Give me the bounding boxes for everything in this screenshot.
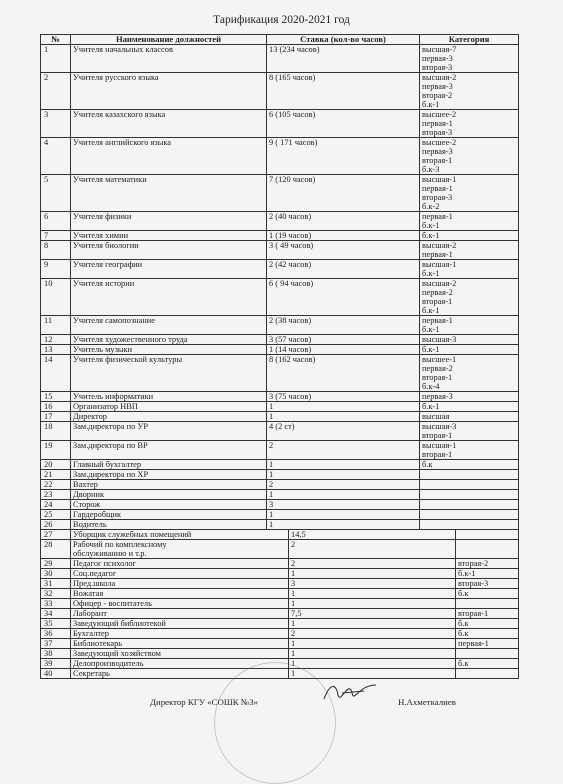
table-row xyxy=(41,345,519,355)
table-row xyxy=(41,355,519,392)
category-cell xyxy=(420,520,519,530)
category-cell xyxy=(420,73,519,110)
rate-cell: 1 xyxy=(267,490,420,500)
position-cell xyxy=(71,579,289,589)
position-cell: Учителя начальных классов xyxy=(71,45,267,73)
position-cell xyxy=(71,649,289,659)
rate-cell: 7,5 xyxy=(289,609,456,619)
rate-cell: 6 (105 часов) xyxy=(267,110,420,138)
rate-cell: 14,5 xyxy=(289,530,456,540)
category-line: высшая-3 xyxy=(422,422,457,431)
rate-cell: 3 (75 часов) xyxy=(267,392,420,402)
category-line: высшая-2 xyxy=(422,73,457,82)
director-name: Н.Ахметкалиев xyxy=(398,697,456,707)
rate-cell: 2 (40 часов) xyxy=(267,212,420,231)
category-line: высшая-1 xyxy=(422,175,457,184)
category-line xyxy=(422,490,516,499)
row-number: 23 xyxy=(41,490,71,500)
position-line: Заведующий библиотекой xyxy=(73,619,166,628)
position-cell: Учителя английского языка xyxy=(71,138,267,175)
category-line: б.к-1 xyxy=(422,231,440,240)
category-line: первая-2 xyxy=(422,364,453,373)
row-number: 35 xyxy=(41,619,71,629)
rate-cell: 1 xyxy=(267,402,420,412)
rate-cell: 2 xyxy=(267,441,420,460)
category-cell: первая-1 xyxy=(456,639,519,649)
position-cell xyxy=(71,629,289,639)
table-row xyxy=(41,441,519,460)
category-line: первая-3 xyxy=(422,392,453,401)
rate-cell: 2 xyxy=(289,559,456,569)
category-cell xyxy=(420,175,519,212)
category-line: вторая-2 xyxy=(422,91,453,100)
category-line: первая-1 xyxy=(422,250,453,259)
header-num: № xyxy=(41,35,71,45)
position-cell: Учитель информатики xyxy=(71,392,267,402)
rate-cell: 1 xyxy=(289,659,456,669)
rate-cell: 1 xyxy=(267,412,420,422)
rate-cell: 1 (14 часов) xyxy=(267,345,420,355)
director-title: Директор КГУ «СОШК №3» xyxy=(150,697,259,707)
rate-cell: 8 (162 часов) xyxy=(267,355,420,392)
table-row xyxy=(41,490,519,500)
rate-cell: 3 xyxy=(267,500,420,510)
category-cell xyxy=(420,212,519,231)
signature-icon xyxy=(320,679,380,705)
row-number: 12 xyxy=(41,335,71,345)
position-line: Заведующий хозяйством xyxy=(73,649,161,658)
position-line: обслуживанию и т.р. xyxy=(73,549,147,558)
position-cell: Учитель музыки xyxy=(71,345,267,355)
position-cell: Сторож xyxy=(71,500,267,510)
position-cell xyxy=(71,619,289,629)
category-cell xyxy=(420,402,519,412)
category-line xyxy=(422,470,516,479)
position-line: Вожатая xyxy=(73,589,104,598)
category-line: б.к-4 xyxy=(422,382,440,391)
row-number: 2 xyxy=(41,73,71,110)
position-line: Делопроизводитель xyxy=(73,659,144,668)
table-row xyxy=(41,402,519,412)
tariff-table-continued xyxy=(40,529,519,679)
position-cell: Учителя биологии xyxy=(71,241,267,260)
category-cell: б.к xyxy=(456,589,519,599)
rate-cell: 2 xyxy=(267,480,420,490)
table-row xyxy=(41,460,519,470)
table-row xyxy=(41,629,519,639)
rate-cell: 2 (42 часов) xyxy=(267,260,420,279)
position-cell: Гардеробщик xyxy=(71,510,267,520)
category-line: первая-3 xyxy=(422,147,453,156)
row-number: 18 xyxy=(41,422,71,441)
category-cell: б.к xyxy=(456,629,519,639)
row-number: 40 xyxy=(41,669,71,679)
position-cell xyxy=(71,589,289,599)
position-cell: Зам.директора по ВР xyxy=(71,441,267,460)
rate-cell: 3 (57 часов) xyxy=(267,335,420,345)
row-number: 8 xyxy=(41,241,71,260)
category-cell xyxy=(420,45,519,73)
category-line: высшая-3 xyxy=(422,335,457,344)
table-row xyxy=(41,212,519,231)
document-title: Тарификация 2020-2021 год xyxy=(213,14,350,26)
category-line: вторая-3 xyxy=(422,193,453,202)
position-cell: Дворник xyxy=(71,490,267,500)
category-cell xyxy=(420,441,519,460)
table-row xyxy=(41,639,519,649)
position-cell xyxy=(71,559,289,569)
rate-cell: 1 xyxy=(289,599,456,609)
table-row xyxy=(41,619,519,629)
row-number: 34 xyxy=(41,609,71,619)
row-number: 24 xyxy=(41,500,71,510)
rate-cell: 1 xyxy=(267,460,420,470)
table-row xyxy=(41,110,519,138)
table-row xyxy=(41,569,519,579)
table-row xyxy=(41,45,519,73)
row-number: 16 xyxy=(41,402,71,412)
table-row xyxy=(41,335,519,345)
position-cell xyxy=(71,599,289,609)
table-row xyxy=(41,520,519,530)
row-number: 31 xyxy=(41,579,71,589)
category-cell: вторая-1 xyxy=(456,609,519,619)
row-number: 27 xyxy=(41,530,71,540)
category-line: вторая-1 xyxy=(422,156,453,165)
row-number: 22 xyxy=(41,480,71,490)
category-line: б.к-1 xyxy=(422,100,440,109)
row-number: 15 xyxy=(41,392,71,402)
category-cell: б.к xyxy=(456,619,519,629)
row-number: 20 xyxy=(41,460,71,470)
rate-cell: 1 xyxy=(289,669,456,679)
position-cell: Учителя русского языка xyxy=(71,73,267,110)
position-cell: Учителя химии xyxy=(71,231,267,241)
category-cell xyxy=(420,480,519,490)
table-row xyxy=(41,316,519,335)
category-line: б.к-1 xyxy=(422,269,440,278)
table-row xyxy=(41,510,519,520)
category-line: вторая-3 xyxy=(422,128,453,137)
position-cell: Главный бухгалтер xyxy=(71,460,267,470)
position-line: Соц.педагог xyxy=(73,569,117,578)
row-number: 3 xyxy=(41,110,71,138)
header-category: Категория xyxy=(420,35,519,45)
category-line: высшее-1 xyxy=(422,355,457,364)
position-cell xyxy=(71,569,289,579)
category-cell: б.к-1 xyxy=(456,569,519,579)
rate-cell: 1 xyxy=(267,520,420,530)
row-number: 10 xyxy=(41,279,71,316)
position-cell xyxy=(71,530,289,540)
rate-cell: 3 xyxy=(289,579,456,589)
position-line: Библиотекарь xyxy=(73,639,123,648)
category-cell xyxy=(420,355,519,392)
category-cell xyxy=(420,470,519,480)
category-cell xyxy=(420,316,519,335)
category-line: первая-3 xyxy=(422,82,453,91)
table-row xyxy=(41,649,519,659)
row-number: 21 xyxy=(41,470,71,480)
category-line: б.к-1 xyxy=(422,221,440,230)
category-line: первая-2 xyxy=(422,288,453,297)
rate-cell: 9 ( 171 часов) xyxy=(267,138,420,175)
row-number: 11 xyxy=(41,316,71,335)
row-number: 33 xyxy=(41,599,71,609)
position-cell: Зам.директора по ХР xyxy=(71,470,267,480)
category-line: высшая-1 xyxy=(422,441,457,450)
category-cell xyxy=(420,335,519,345)
rate-cell: 2 xyxy=(289,629,456,639)
category-cell xyxy=(420,110,519,138)
category-line: первая-1 xyxy=(422,316,453,325)
category-line: вторая-1 xyxy=(422,373,453,382)
category-cell xyxy=(420,460,519,470)
table-row xyxy=(41,138,519,175)
rate-cell: 3 ( 49 часов) xyxy=(267,241,420,260)
row-number: 13 xyxy=(41,345,71,355)
position-cell: Учителя казахского языка xyxy=(71,110,267,138)
category-cell xyxy=(420,510,519,520)
category-line: высшая-2 xyxy=(422,241,457,250)
table-row xyxy=(41,422,519,441)
table-row xyxy=(41,480,519,490)
category-line: б.к-1 xyxy=(422,306,440,315)
position-cell xyxy=(71,540,289,559)
row-number: 39 xyxy=(41,659,71,669)
table-row xyxy=(41,392,519,402)
category-cell xyxy=(420,500,519,510)
table-row xyxy=(41,589,519,599)
category-cell xyxy=(420,241,519,260)
rate-cell: 2 (38 часов) xyxy=(267,316,420,335)
rate-cell: 13 (234 часов) xyxy=(267,45,420,73)
category-cell xyxy=(456,540,519,559)
position-line: Секретарь xyxy=(73,669,110,678)
category-line xyxy=(422,510,516,519)
rate-cell: 1 xyxy=(289,589,456,599)
row-number: 29 xyxy=(41,559,71,569)
row-number: 25 xyxy=(41,510,71,520)
rate-cell: 1 xyxy=(267,470,420,480)
category-cell xyxy=(456,530,519,540)
row-number: 17 xyxy=(41,412,71,422)
category-line: б.к-3 xyxy=(422,165,440,174)
category-line: вторая-3 xyxy=(422,63,453,72)
rate-cell: 8 (165 часов) xyxy=(267,73,420,110)
row-number: 5 xyxy=(41,175,71,212)
category-line: б.к-1 xyxy=(422,402,440,411)
category-line: б.к-2 xyxy=(422,202,440,211)
category-line: высшая-7 xyxy=(422,45,457,54)
category-line: первая-1 xyxy=(422,119,453,128)
category-cell: вторая-3 xyxy=(456,579,519,589)
category-cell xyxy=(420,345,519,355)
rate-cell: 4 (2 ст) xyxy=(267,422,420,441)
row-number: 4 xyxy=(41,138,71,175)
category-cell xyxy=(456,649,519,659)
table-row xyxy=(41,231,519,241)
position-line: Рабочий по комплексному xyxy=(73,540,167,549)
category-line xyxy=(422,480,516,489)
row-number: 38 xyxy=(41,649,71,659)
table-row xyxy=(41,579,519,589)
position-cell: Водитель xyxy=(71,520,267,530)
position-cell: Учителя художественного труда xyxy=(71,335,267,345)
row-number: 9 xyxy=(41,260,71,279)
row-number: 32 xyxy=(41,589,71,599)
category-line: б.к-1 xyxy=(422,345,440,354)
rate-cell: 7 (120 часов) xyxy=(267,175,420,212)
position-cell: Директор xyxy=(71,412,267,422)
category-cell xyxy=(420,279,519,316)
category-line: первая-1 xyxy=(422,212,453,221)
category-cell xyxy=(420,231,519,241)
category-line: б.к-1 xyxy=(422,325,440,334)
position-line: Уборщик служебных помещений xyxy=(73,530,192,539)
position-line: Лаборант xyxy=(73,609,107,618)
table-row xyxy=(41,73,519,110)
position-line: Бухгалтер xyxy=(73,629,109,638)
position-cell: Учителя физики xyxy=(71,212,267,231)
table-row xyxy=(41,175,519,212)
category-line: б.к xyxy=(422,460,433,469)
position-cell: Учителя географии xyxy=(71,260,267,279)
category-cell xyxy=(420,490,519,500)
rate-cell: 1 (19 часов) xyxy=(267,231,420,241)
position-line: Офицер - воспитатель xyxy=(73,599,152,608)
category-cell xyxy=(456,669,519,679)
row-number: 19 xyxy=(41,441,71,460)
category-cell xyxy=(420,138,519,175)
rate-cell: 1 xyxy=(289,639,456,649)
category-cell xyxy=(420,412,519,422)
table-row xyxy=(41,609,519,619)
row-number: 14 xyxy=(41,355,71,392)
category-cell xyxy=(420,422,519,441)
category-cell xyxy=(420,260,519,279)
table-row xyxy=(41,559,519,569)
category-line xyxy=(422,520,516,529)
header-position: Наименование должностей xyxy=(71,35,267,45)
position-cell: Учителя физической культуры xyxy=(71,355,267,392)
table-row xyxy=(41,470,519,480)
category-line: высшее-2 xyxy=(422,110,457,119)
category-line: первая-3 xyxy=(422,54,453,63)
header-rate: Ставка (кол-во часов) xyxy=(267,35,420,45)
category-line: вторая-1 xyxy=(422,450,453,459)
row-number: 37 xyxy=(41,639,71,649)
category-line: высшая-2 xyxy=(422,279,457,288)
category-line xyxy=(422,500,516,509)
rate-cell: 1 xyxy=(289,649,456,659)
rate-cell: 2 xyxy=(289,540,456,559)
table-row xyxy=(41,412,519,422)
category-cell xyxy=(456,599,519,609)
category-cell: б.к xyxy=(456,659,519,669)
row-number: 28 xyxy=(41,540,71,559)
category-line: первая-1 xyxy=(422,184,453,193)
rate-cell: 6 ( 94 часов) xyxy=(267,279,420,316)
category-line: высшая xyxy=(422,412,450,421)
position-cell: Зам.директора по УР xyxy=(71,422,267,441)
table-row xyxy=(41,241,519,260)
rate-cell: 1 xyxy=(267,510,420,520)
rate-cell: 1 xyxy=(289,619,456,629)
category-cell xyxy=(420,392,519,402)
category-line: высшая-1 xyxy=(422,260,457,269)
table-row xyxy=(41,279,519,316)
category-line: высшее-2 xyxy=(422,138,457,147)
official-stamp xyxy=(214,662,336,784)
category-line: вторая-1 xyxy=(422,431,453,440)
table-row xyxy=(41,530,519,540)
table-row xyxy=(41,540,519,559)
position-cell: Учителя истории xyxy=(71,279,267,316)
position-cell: Учителя самопознание xyxy=(71,316,267,335)
position-cell: Учителя математики xyxy=(71,175,267,212)
rate-cell: 1 xyxy=(289,569,456,579)
position-cell: Вахтер xyxy=(71,480,267,490)
table-row xyxy=(41,500,519,510)
category-cell: вторая-2 xyxy=(456,559,519,569)
row-number: 36 xyxy=(41,629,71,639)
category-line: вторая-1 xyxy=(422,297,453,306)
table-row xyxy=(41,599,519,609)
position-cell xyxy=(71,609,289,619)
row-number: 30 xyxy=(41,569,71,579)
row-number: 1 xyxy=(41,45,71,73)
table-row xyxy=(41,260,519,279)
table-header-row xyxy=(41,35,519,45)
tariff-table xyxy=(40,34,519,530)
position-cell: Организатор НВП xyxy=(71,402,267,412)
row-number: 7 xyxy=(41,231,71,241)
position-line: Педагог психолог xyxy=(73,559,137,568)
position-cell xyxy=(71,639,289,649)
position-line: Пред.школа xyxy=(73,579,116,588)
row-number: 26 xyxy=(41,520,71,530)
row-number: 6 xyxy=(41,212,71,231)
